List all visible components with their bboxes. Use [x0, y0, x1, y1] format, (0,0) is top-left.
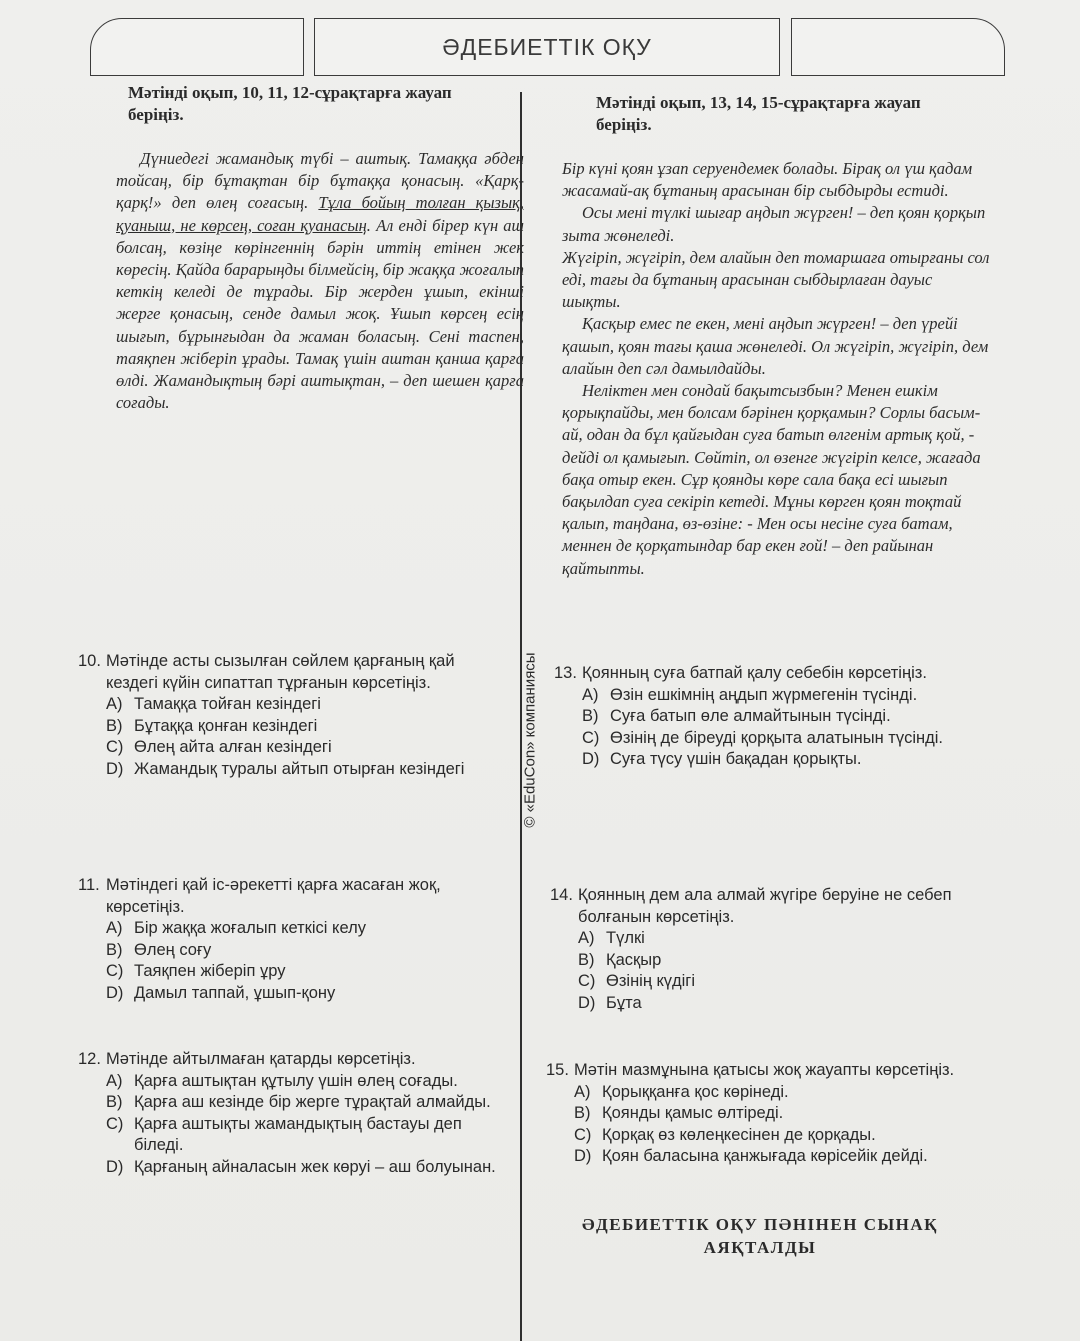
- option-c[interactable]: [582, 728, 994, 750]
- option-text: Өлең соғу: [134, 940, 212, 959]
- copyright-credit: © «EduCon» компаниясы: [521, 652, 539, 828]
- question-12: [78, 1049, 498, 1178]
- option-text: Қарға аштықтан құтылу үшін өлең соғады.: [134, 1071, 458, 1090]
- option-text: Өзін ешкімнің аңдып жүрмегенін түсінді.: [610, 685, 918, 704]
- option-letter: C): [106, 1114, 124, 1133]
- answer-options: [106, 694, 508, 780]
- option-c[interactable]: [106, 737, 508, 759]
- passage-text-start: Дүниедегі жамандық түбі – аштық. Тамаққа әбден тойсаң, бір бұтақтан бір бұтаққа қонасың. «Қарқ-қарқ!» деп өлең соғасың.: [116, 149, 524, 213]
- option-letter: D): [106, 983, 124, 1002]
- header-title-box: [314, 18, 780, 76]
- option-text: Қарға аш кезінде бір жерге тұрақтай алмайды.: [134, 1093, 491, 1111]
- question-number: 11.: [78, 876, 100, 894]
- option-letter: D): [106, 1157, 124, 1176]
- option-letter: A): [582, 685, 599, 704]
- option-letter: B): [106, 940, 123, 959]
- answer-options: [574, 1082, 986, 1168]
- underlined-sentence: Тұла бойың толған қызық, қуаныш, не көрсең, соған қуанасың: [116, 193, 524, 235]
- option-letter: B): [578, 950, 595, 969]
- option-letter: D): [574, 1147, 592, 1165]
- passage-text-end: . Ал енді бірер күн аш болсаң, көзіңе көрінгеннің бәрін иттің етінен жек көресің. Қайда барарыңды білмейсің, бір жаққа жоғалып кеткің келеді де тұрады. Бір жерден ұшып, екінші жерге қонасың, сенде дамыл жоқ. Ұшып көрсең есің шығып, бұрынғыдан да жаман боласың. Сені таспен, таяқпен жіберіп ұрады. Тамақ үшін аштан қанша қарға өлді. Жамандықтың бәрі аштықтан, – деп шешен қарға соғады.: [116, 215, 524, 413]
- option-letter: B): [574, 1104, 591, 1122]
- option-b[interactable]: [106, 940, 508, 962]
- option-text: Жамандық туралы айтып отырған кезіндегі: [134, 759, 465, 778]
- option-text: Өлең айта алған кезіндегі: [134, 738, 332, 756]
- option-text: Бұтаққа қонған кезіндегі: [134, 716, 318, 735]
- option-text: Қорқақ өз көлеңкесінен де қорқады.: [602, 1125, 876, 1144]
- option-a[interactable]: [106, 1071, 498, 1093]
- option-d[interactable]: [106, 983, 508, 1005]
- option-text: Түлкі: [606, 929, 645, 947]
- question-15: [546, 1060, 986, 1168]
- answer-options: [578, 928, 990, 1014]
- question-text: Мәтінде айтылмаған қатарды көрсетіңіз.: [106, 1050, 416, 1068]
- option-a[interactable]: [574, 1082, 986, 1104]
- option-b[interactable]: [582, 706, 994, 728]
- right-passage-paragraph-3: Жүгіріп, жүгіріп, дем алайын деп томаршаға отырғаны сол еді, тағы да бұтаның арасынан сыбдырлаған дауыс шықты.: [562, 247, 990, 312]
- option-text: Суға түсу үшін бақадан қорықты.: [610, 750, 862, 768]
- question-10: [78, 651, 508, 780]
- option-letter: C): [578, 972, 596, 990]
- option-text: Таяқпен жіберіп ұру: [134, 962, 286, 980]
- question-number: 10.: [78, 652, 101, 670]
- left-passage: [116, 148, 524, 414]
- question-number: 15.: [546, 1061, 569, 1079]
- question-text: Қоянның суға батпай қалу себебін көрсетіңіз.: [582, 664, 927, 682]
- question-number: 12.: [78, 1050, 101, 1068]
- question-text: Мәтін мазмұнына қатысы жоқ жауапты көрсетіңіз.: [574, 1061, 955, 1079]
- question-11: [78, 875, 508, 1004]
- option-letter: A): [578, 929, 595, 947]
- option-a[interactable]: [582, 685, 994, 707]
- option-text: Қоян баласына қанжығада көрісейік дейді.: [602, 1147, 928, 1165]
- option-c[interactable]: [578, 971, 990, 993]
- option-b[interactable]: [574, 1103, 986, 1125]
- option-letter: C): [574, 1125, 592, 1144]
- option-letter: A): [574, 1082, 591, 1101]
- option-text: Қоянды қамыс өлтіреді.: [602, 1104, 784, 1122]
- option-d[interactable]: [574, 1146, 986, 1168]
- option-b[interactable]: [578, 950, 990, 972]
- option-a[interactable]: [106, 694, 508, 716]
- answer-options: [106, 918, 508, 1004]
- option-c[interactable]: [106, 1114, 498, 1157]
- option-text: Қарғаның айналасын жек көруі – аш болуынан.: [134, 1157, 496, 1176]
- option-letter: B): [582, 707, 599, 725]
- question-text: Қоянның дем ала алмай жүгіре беруіне не себеп болғанын көрсетіңіз.: [578, 886, 952, 926]
- option-letter: B): [106, 716, 123, 735]
- left-instruction: Мәтінді оқып, 10, 11, 12-сұрақтарға жауап беріңіз.: [128, 83, 452, 124]
- option-text: Бұта: [606, 993, 642, 1012]
- right-instruction: Мәтінді оқып, 13, 14, 15-сұрақтарға жауап беріңіз.: [596, 93, 921, 134]
- option-text: Өзінің күдігі: [606, 972, 695, 990]
- question-number: 13.: [554, 664, 577, 682]
- option-letter: B): [106, 1093, 123, 1111]
- option-letter: D): [582, 750, 600, 768]
- option-letter: C): [106, 738, 124, 756]
- header-tab-right: [791, 18, 1005, 76]
- option-letter: D): [578, 993, 596, 1012]
- page-title: ӘДЕБИЕТТІК ОҚУ: [442, 33, 652, 60]
- option-c[interactable]: [574, 1125, 986, 1147]
- question-13: [554, 663, 994, 771]
- option-b[interactable]: [106, 1092, 498, 1114]
- option-a[interactable]: [106, 918, 508, 940]
- right-passage-paragraph-4: Қасқыр емес пе екен, мені аңдып жүрген! – деп үрейі қашып, қоян тағы қаша жөнеледі. Ол жүгіріп, жүгіріп, дем алайын деп сәл дамылдайды.: [562, 314, 989, 378]
- left-passage-paragraph: [116, 148, 524, 414]
- option-text: Дамыл таппай, ұшып-қону: [134, 983, 336, 1002]
- option-text: Бір жаққа жоғалып кеткісі келу: [134, 919, 366, 937]
- question-number: 14.: [550, 886, 573, 904]
- option-text: Қорыққанға қос көрінеді.: [602, 1082, 789, 1101]
- header-tab-left: [90, 18, 304, 76]
- option-d[interactable]: [582, 749, 994, 771]
- right-passage: [562, 158, 994, 580]
- option-letter: C): [582, 728, 600, 747]
- question-14: [550, 885, 990, 1014]
- option-letter: D): [106, 759, 124, 778]
- question-text: Мәтіндегі қай іс-әрекетті қарға жасаған жоқ, көрсетіңіз.: [106, 876, 441, 916]
- option-c[interactable]: [106, 961, 508, 983]
- option-d[interactable]: [106, 1157, 498, 1179]
- option-text: Өзінің де біреуді қорқыта алатынын түсінді.: [610, 728, 943, 747]
- option-b[interactable]: [106, 716, 508, 738]
- right-passage-paragraph-1: Бір күні қоян ұзап серуендемек болады. Бірақ ол үш қадам жасамай-ақ бұтаның арасынан бір сыбдырды естиді.: [562, 159, 973, 201]
- answer-options: [106, 1071, 498, 1179]
- option-text: Суға батып өле алмайтынын түсінді.: [610, 707, 891, 725]
- option-letter: C): [106, 962, 124, 980]
- right-passage-paragraph-2: Осы мені түлкі шығар аңдып жүрген! – деп қоян қорқып зыта жөнеледі.: [562, 203, 986, 245]
- option-letter: A): [106, 695, 123, 713]
- answer-options: [582, 685, 994, 771]
- option-letter: A): [106, 1071, 123, 1090]
- option-d[interactable]: [106, 759, 508, 781]
- option-a[interactable]: [578, 928, 990, 950]
- option-letter: A): [106, 919, 123, 937]
- option-text: Қасқыр: [606, 950, 662, 969]
- option-d[interactable]: [578, 993, 990, 1015]
- option-text: Тамаққа тойған кезіндегі: [134, 695, 321, 713]
- question-text: Мәтінде асты сызылған сөйлем қарғаның қай кездегі күйін сипаттап тұрғанын көрсетіңіз.: [106, 652, 455, 692]
- right-passage-paragraph-5: Неліктен мен сондай бақытсызбын? Менен ешкім қорықпайды, мен болсам бәрінен қорқамын? Сорлы басым-ай, одан да бұл қайғыдан суға батып өлгенім артық қой, - дейді ол қамығып. Сөйтіп, ол өзенге жүгіріп келсе, жағада бақа отыр екен. Сұр қоянды көре сала бақа есі шығып бақылдап суға секіріп кетеді. Мұны көрген қоян тоқтай қалып, таңдана, өз-өзіне: - Мен осы несіне суға батам, меннен де қорқатындар бар екен ғой! – деп райынан қайтыпты.: [562, 381, 981, 578]
- test-end-title: ӘДЕБИЕТТІК ОҚУ ПӘНІНЕН СЫНАҚ АЯҚТАЛДЫ: [582, 1215, 938, 1257]
- option-text: Қарға аштықты жамандықтың бастауы деп біледі.: [134, 1114, 462, 1154]
